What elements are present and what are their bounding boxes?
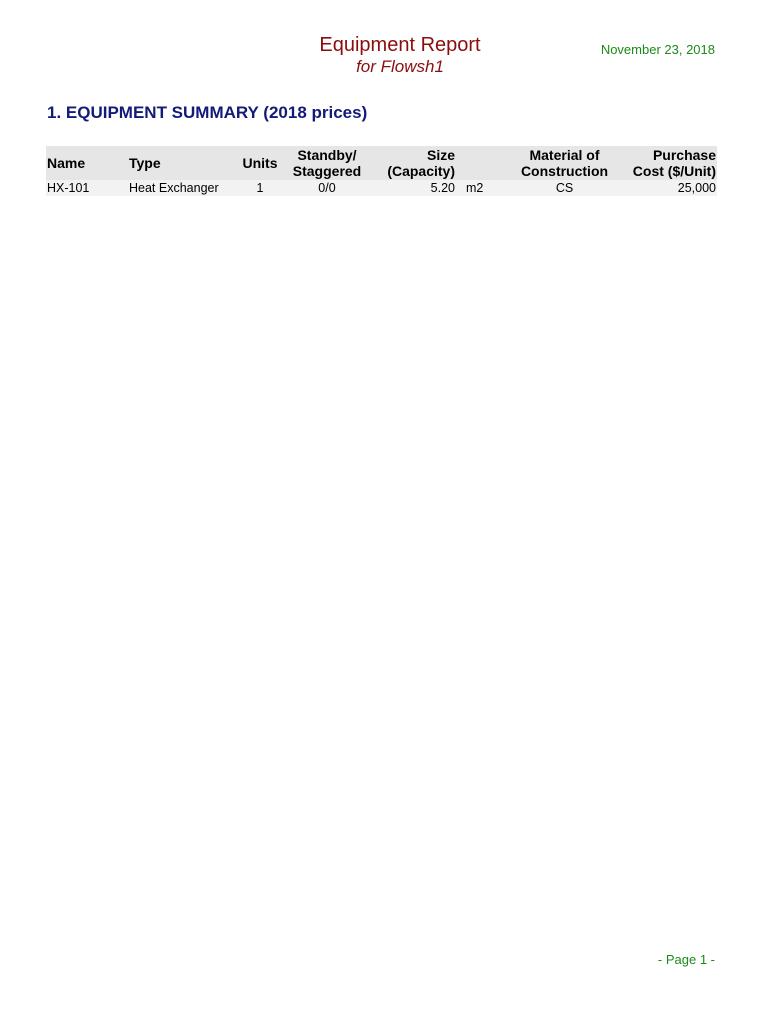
table-header-row [46, 146, 717, 180]
report-title: Equipment Report [319, 34, 481, 56]
table-row [46, 180, 717, 196]
header-size-line1: Size [426, 147, 455, 163]
cell-size: 5.20 [430, 181, 455, 195]
cell-units: 1 [256, 181, 264, 195]
header-standby [282, 146, 372, 180]
cell-cost: 25,000 [677, 181, 716, 195]
cell-type: Heat Exchanger [129, 181, 219, 195]
report-subtitle: for Flowsh1 [356, 57, 444, 76]
cell-standby: 0/0 [318, 181, 336, 195]
cell-name: HX-101 [47, 181, 90, 195]
header-size [372, 146, 456, 180]
header-cost-line2: Cost ($/Unit) [632, 163, 716, 179]
header-material [506, 146, 623, 180]
section-heading: 1. EQUIPMENT SUMMARY (2018 prices) [47, 103, 368, 122]
header-size-unit [456, 146, 506, 180]
header-type: Type [129, 155, 161, 171]
cell-material: CS [555, 181, 574, 195]
header-name: Name [47, 155, 86, 171]
cell-size-unit: m2 [466, 181, 484, 195]
header-material-line1: Material of [529, 147, 600, 163]
header-size-line2: (Capacity) [387, 163, 455, 179]
report-date: November 23, 2018 [600, 42, 715, 57]
header-standby-line2: Staggered [292, 163, 362, 179]
equipment-summary-table [46, 146, 717, 196]
header-units: Units [242, 155, 278, 171]
header-cost-line1: Purchase [652, 147, 716, 163]
header-material-line2: Construction [520, 163, 609, 179]
header-cost [623, 146, 717, 180]
header-standby-line1: Standby/ [297, 147, 357, 163]
page-number: - Page 1 - [657, 952, 715, 967]
